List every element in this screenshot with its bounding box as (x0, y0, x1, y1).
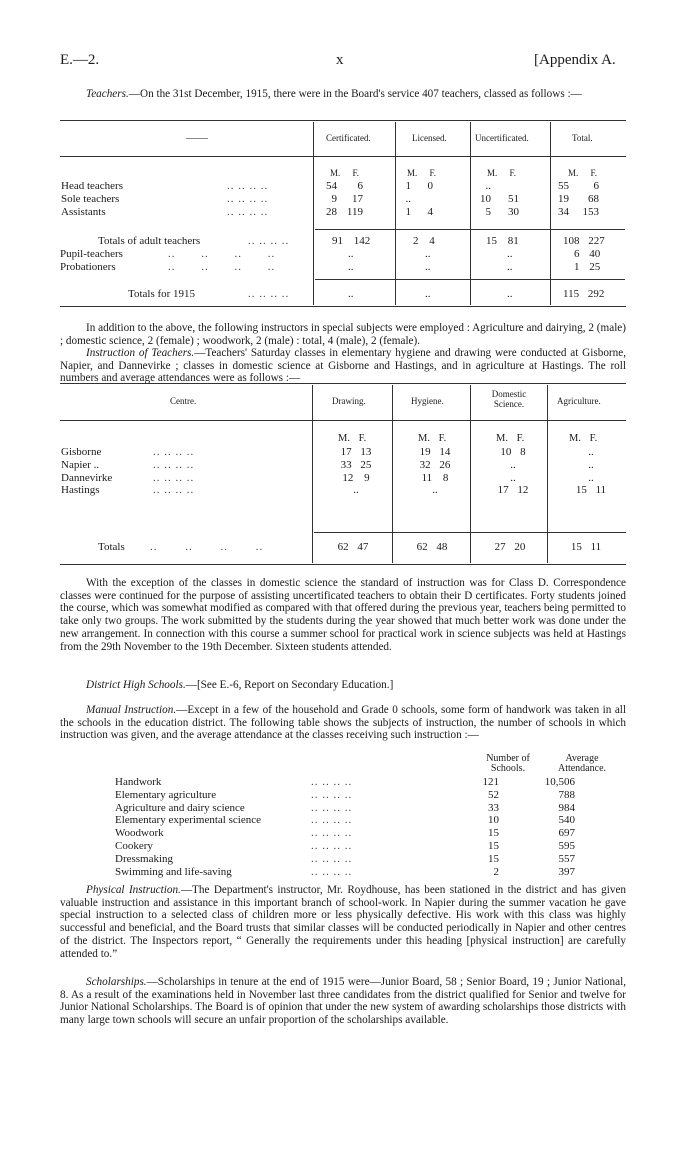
totals-adult-lic: 2 4 (413, 235, 435, 247)
pupil-teachers-label: Pupil-teachers (60, 248, 123, 260)
sub-m-f: M. F. (496, 433, 525, 444)
table-row: Hastings .. .. .. .. .. .. 17 12 15 11 (61, 484, 607, 497)
table-row: Agriculture and dairy science .. .. .. .. 33 984 (115, 801, 575, 814)
col-average-attendance: Average Attendance. (557, 753, 607, 774)
col-number-schools: Number of Schools. (486, 753, 530, 774)
totals-1915-label: Totals for 1915 (128, 288, 196, 300)
table-row: Elementary experimental science .. .. .. .. 10 540 (115, 814, 575, 827)
col-domestic-science: Domestic Science. (491, 389, 527, 409)
sub-m-f: M. F. (418, 433, 447, 444)
teachers-rows (58, 180, 602, 218)
page-number: x (336, 52, 344, 68)
blank-col-dash: —— (186, 132, 208, 144)
table-row: Dressmaking .. .. .. .. 15 557 (115, 852, 575, 865)
table-row: Handwork .. .. .. .. 121 10,506 (115, 776, 575, 788)
table-row: Dannevirke .. .. .. .. 12 9 11 8 .. .. (61, 471, 594, 484)
col-agriculture: Agriculture. (557, 396, 601, 406)
col-hygiene: Hygiene. (411, 396, 444, 406)
table-row: Woodwork .. .. .. .. 15 697 (115, 827, 575, 840)
probationers-label: Probationers (60, 261, 116, 273)
manual-rows (112, 776, 578, 878)
table-row: Assistants .. .. .. .. 28 119 1 4 5 30 34 153 (61, 205, 599, 218)
col-drawing: Drawing. (332, 396, 366, 406)
table-row: Gisborne .. .. .. .. 17 13 19 14 10 8 .. (61, 446, 594, 458)
sub-m-f: M. F. (330, 168, 360, 178)
manual-instruction-para: Manual Instruction.—Except in a few of the household and Grade 0 schools, some form of handwork was taken in all the schools in the education district. The following table shows the subjects of instruction, the number of schools in which instruction was given, and the average attendance at the classes receiving such instruction :— (60, 704, 626, 742)
col-certificated: Certificated. (326, 133, 371, 143)
sub-m-f: M. F. (338, 433, 367, 444)
instruction-para: Instruction of Teachers.—Teachers' Saturday classes in elementary hygiene and drawing were conducted at Gisborne, Napier, and Dannevirke ; classes in domestic science at Gisborne and Hastings, and in agriculture at Hastings. The roll numbers and average attendances were as follows :— (60, 347, 626, 385)
teachers-intro: Teachers.—On the 31st December, 1915, there were in the Board's service 407 teachers, classed as follows :— (86, 88, 582, 100)
instructors-para: In addition to the above, the following instructors in special subjects were employed : Agriculture and dairying, 2 (male) ; domestic science, 2 (female) ; woodwork, 2 (male) : total, 4 (male), 2 (female). (60, 322, 626, 347)
col-centre: Centre. (170, 396, 197, 406)
physical-instruction-para: Physical Instruction.—The Department's instructor, Mr. Roydhouse, has been stationed in the district and has given valuable instruction and assistance in this important branch of school-work. In Napier during the summer vacation he gave special instruction to a selected class of children more or less physically defective. His work with this class was highly successful and beneficial, and the Board trusts that similar classes will be conducted periodically in Napier and other centres of the district. The Inspectors report, “ Generally the requirements under this heading [physical instruction] are carefully attended to.” (60, 884, 627, 960)
instruction-rows (58, 446, 630, 497)
sub-m-f: M. F. (407, 168, 437, 178)
totals-adult-cert: 91 142 (332, 235, 371, 247)
sub-m-f: M. F. (487, 168, 517, 178)
class-d-para: With the exception of the classes in domestic science the standard of instruction was for Class D. Correspondence classes were continued for the purpose of assisting uncertificated teachers to obtain their D certificates. Forty students joined the course, which was somewhat modified as compared with that offered during the previous year, teachers being permitted to take only two groups. The work submitted by the students during the year showed that much better work was done under the new arrangement. In connection with this course a summer school for practical work in science subjects was held at Hastings from the 29th November to the 19th December. Sixteen students attended. (60, 577, 626, 653)
table-row: Head teachers .. .. .. .. 54 6 1 0 .. 55 6 (61, 180, 599, 192)
table-row: Swimming and life-saving .. .. .. .. 2 397 (115, 865, 575, 878)
district-high-schools: District High Schools.—[See E.-6, Report on Secondary Education.] (86, 679, 394, 691)
instruction-totals-label: Totals (98, 541, 125, 553)
totals-adult-label: Totals of adult teachers (98, 235, 201, 247)
col-total: Total. (572, 133, 593, 143)
appendix-label: [Appendix A. (534, 52, 616, 68)
table-row: Sole teachers .. .. .. .. 9 17 .. 10 51 19 68 (61, 192, 599, 205)
page-ref: E.—2. (60, 52, 100, 68)
scholarships-para: Scholarships.—Scholarships in tenure at the end of 1915 were—Junior Board, 58 ; Senior Board, 19 ; Junior National, 8. As a result of the examinations held in November last three candidates from the district qualified for Senior and twelve for Junior National Scholarships. The Board is of opinion that under the new system of awarding scholarships those districts with many large town schools will secure an unfair proportion of the scholarships available. (60, 976, 626, 1027)
table-row: Elementary agriculture .. .. .. .. 52 788 (115, 788, 575, 801)
sub-m-f: M. F. (569, 433, 598, 444)
totals-adult-total: 108 227 (563, 235, 605, 247)
sub-m-f: M. F. (568, 168, 598, 178)
table-row: Cookery .. .. .. .. 15 595 (115, 839, 575, 852)
col-uncertificated: Uncertificated. (475, 133, 529, 143)
totals-adult-uncert: 15 81 (486, 235, 519, 247)
col-licensed: Licensed. (412, 133, 447, 143)
table-row: Napier .. .. .. .. .. 33 25 32 26 .. .. (61, 458, 594, 471)
